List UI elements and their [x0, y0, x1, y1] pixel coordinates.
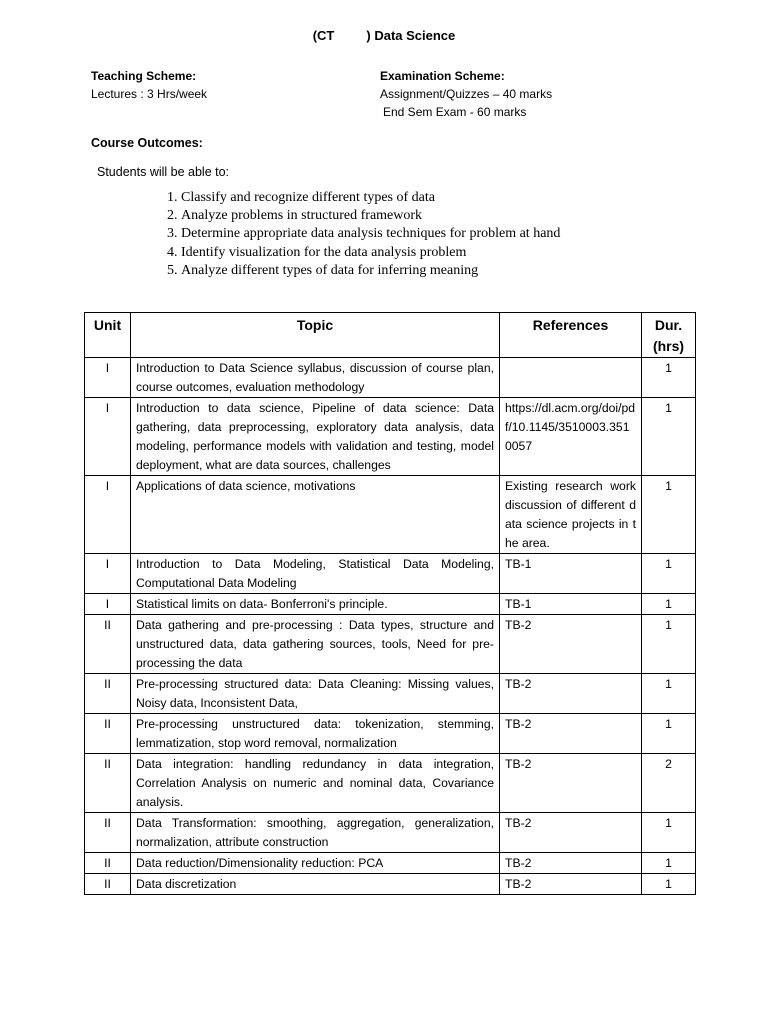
cell-references: Existing research work discussion of different data science projects in the area. — [500, 476, 642, 554]
cell-topic: Introduction to data science, Pipeline of data science: Data gathering, data preprocessing, exploratory data analysis, data modeling, performance models with validation and testing, model deployment, what are data sources, challenges — [131, 398, 500, 476]
cell-topic: Data Transformation: smoothing, aggregation, generalization, normalization, attribute construction — [131, 813, 500, 853]
header-duration: Dur. (hrs) — [642, 313, 696, 358]
examination-scheme — [380, 67, 552, 121]
examination-scheme-label: Examination Scheme: — [380, 69, 505, 83]
cell-unit: I — [85, 476, 131, 554]
cell-topic: Data gathering and pre-processing : Data types, structure and unstructured data, data gathering sources, tools, Need for pre-processing the data — [131, 615, 500, 674]
cell-topic: Data integration: handling redundancy in data integration, Correlation Analysis on numeric and nominal data, Covariance analysis. — [131, 754, 500, 813]
cell-topic: Applications of data science, motivations — [131, 476, 500, 554]
end-sem-marks: End Sem Exam - 60 marks — [383, 105, 527, 119]
table-row — [85, 476, 696, 554]
cell-unit: II — [85, 674, 131, 714]
table-row — [85, 615, 696, 674]
cell-duration: 1 — [642, 874, 696, 895]
document-title — [0, 28, 768, 43]
table-row — [85, 554, 696, 594]
cell-duration: 2 — [642, 754, 696, 813]
cell-references: TB-1 — [500, 554, 642, 594]
cell-references — [500, 358, 642, 398]
cell-duration: 1 — [642, 476, 696, 554]
cell-references: https://dl.acm.org/doi/pdf/10.1145/3510003.3510057 — [500, 398, 642, 476]
outcome-item: 2. Analyze problems in structured framework — [181, 207, 560, 225]
cell-references: TB-2 — [500, 874, 642, 895]
outcome-item: 1. Classify and recognize different types of data — [181, 189, 560, 207]
cell-references: TB-2 — [500, 674, 642, 714]
table-row — [85, 398, 696, 476]
table-row — [85, 358, 696, 398]
cell-references: TB-2 — [500, 813, 642, 853]
lectures-hours: Lectures : 3 Hrs/week — [91, 87, 208, 101]
header-topic: Topic — [131, 313, 500, 358]
cell-unit: I — [85, 358, 131, 398]
cell-unit: I — [85, 554, 131, 594]
cell-topic: Data reduction/Dimensionality reduction: PCA — [131, 853, 500, 874]
outcome-item: 4. Identify visualization for the data analysis problem — [181, 244, 560, 262]
cell-references: TB-2 — [500, 615, 642, 674]
teaching-scheme-label: Teaching Scheme: — [91, 69, 197, 83]
cell-unit: I — [85, 594, 131, 615]
cell-topic: Introduction to Data Science syllabus, discussion of course plan, course outcomes, evaluation methodology — [131, 358, 500, 398]
cell-unit: I — [85, 398, 131, 476]
cell-duration: 1 — [642, 674, 696, 714]
cell-unit: II — [85, 754, 131, 813]
course-outcomes-list — [157, 189, 560, 280]
header-references: References — [500, 313, 642, 358]
outcome-item: 3. Determine appropriate data analysis techniques for problem at hand — [181, 225, 560, 243]
course-code-open: (CT — [312, 28, 335, 43]
cell-duration: 1 — [642, 554, 696, 594]
cell-references: TB-2 — [500, 754, 642, 813]
cell-topic: Pre-processing structured data: Data Cleaning: Missing values, Noisy data, Inconsistent Data, — [131, 674, 500, 714]
course-outcomes-intro: Students will be able to: — [97, 165, 230, 179]
cell-duration: 1 — [642, 853, 696, 874]
cell-references: TB-1 — [500, 594, 642, 615]
cell-unit: II — [85, 615, 131, 674]
cell-references: TB-2 — [500, 853, 642, 874]
table-row — [85, 594, 696, 615]
cell-duration: 1 — [642, 358, 696, 398]
syllabus-table — [84, 312, 696, 895]
cell-topic: Statistical limits on data- Bonferroni's principle. — [131, 594, 500, 615]
cell-unit: II — [85, 853, 131, 874]
header-unit: Unit — [85, 313, 131, 358]
assignment-marks: Assignment/Quizzes – 40 marks — [380, 87, 553, 101]
cell-unit: II — [85, 714, 131, 754]
cell-topic: Introduction to Data Modeling, Statistical Data Modeling, Computational Data Modeling — [131, 554, 500, 594]
table-row — [85, 813, 696, 853]
cell-duration: 1 — [642, 398, 696, 476]
cell-duration: 1 — [642, 594, 696, 615]
table-row — [85, 674, 696, 714]
cell-duration: 1 — [642, 813, 696, 853]
table-row — [85, 853, 696, 874]
cell-topic: Data discretization — [131, 874, 500, 895]
cell-topic: Pre-processing unstructured data: tokenization, stemming, lemmatization, stop word removal, normalization — [131, 714, 500, 754]
course-outcomes-heading: Course Outcomes: — [91, 136, 203, 150]
course-name: ) Data Science — [366, 28, 456, 43]
cell-duration: 1 — [642, 714, 696, 754]
cell-duration: 1 — [642, 615, 696, 674]
teaching-scheme — [91, 67, 207, 103]
table-row — [85, 874, 696, 895]
table-row — [85, 754, 696, 813]
cell-references: TB-2 — [500, 714, 642, 754]
outcome-item: 5. Analyze different types of data for inferring meaning — [181, 262, 560, 280]
table-header-row — [85, 313, 696, 358]
cell-unit: II — [85, 874, 131, 895]
table-row — [85, 714, 696, 754]
cell-unit: II — [85, 813, 131, 853]
